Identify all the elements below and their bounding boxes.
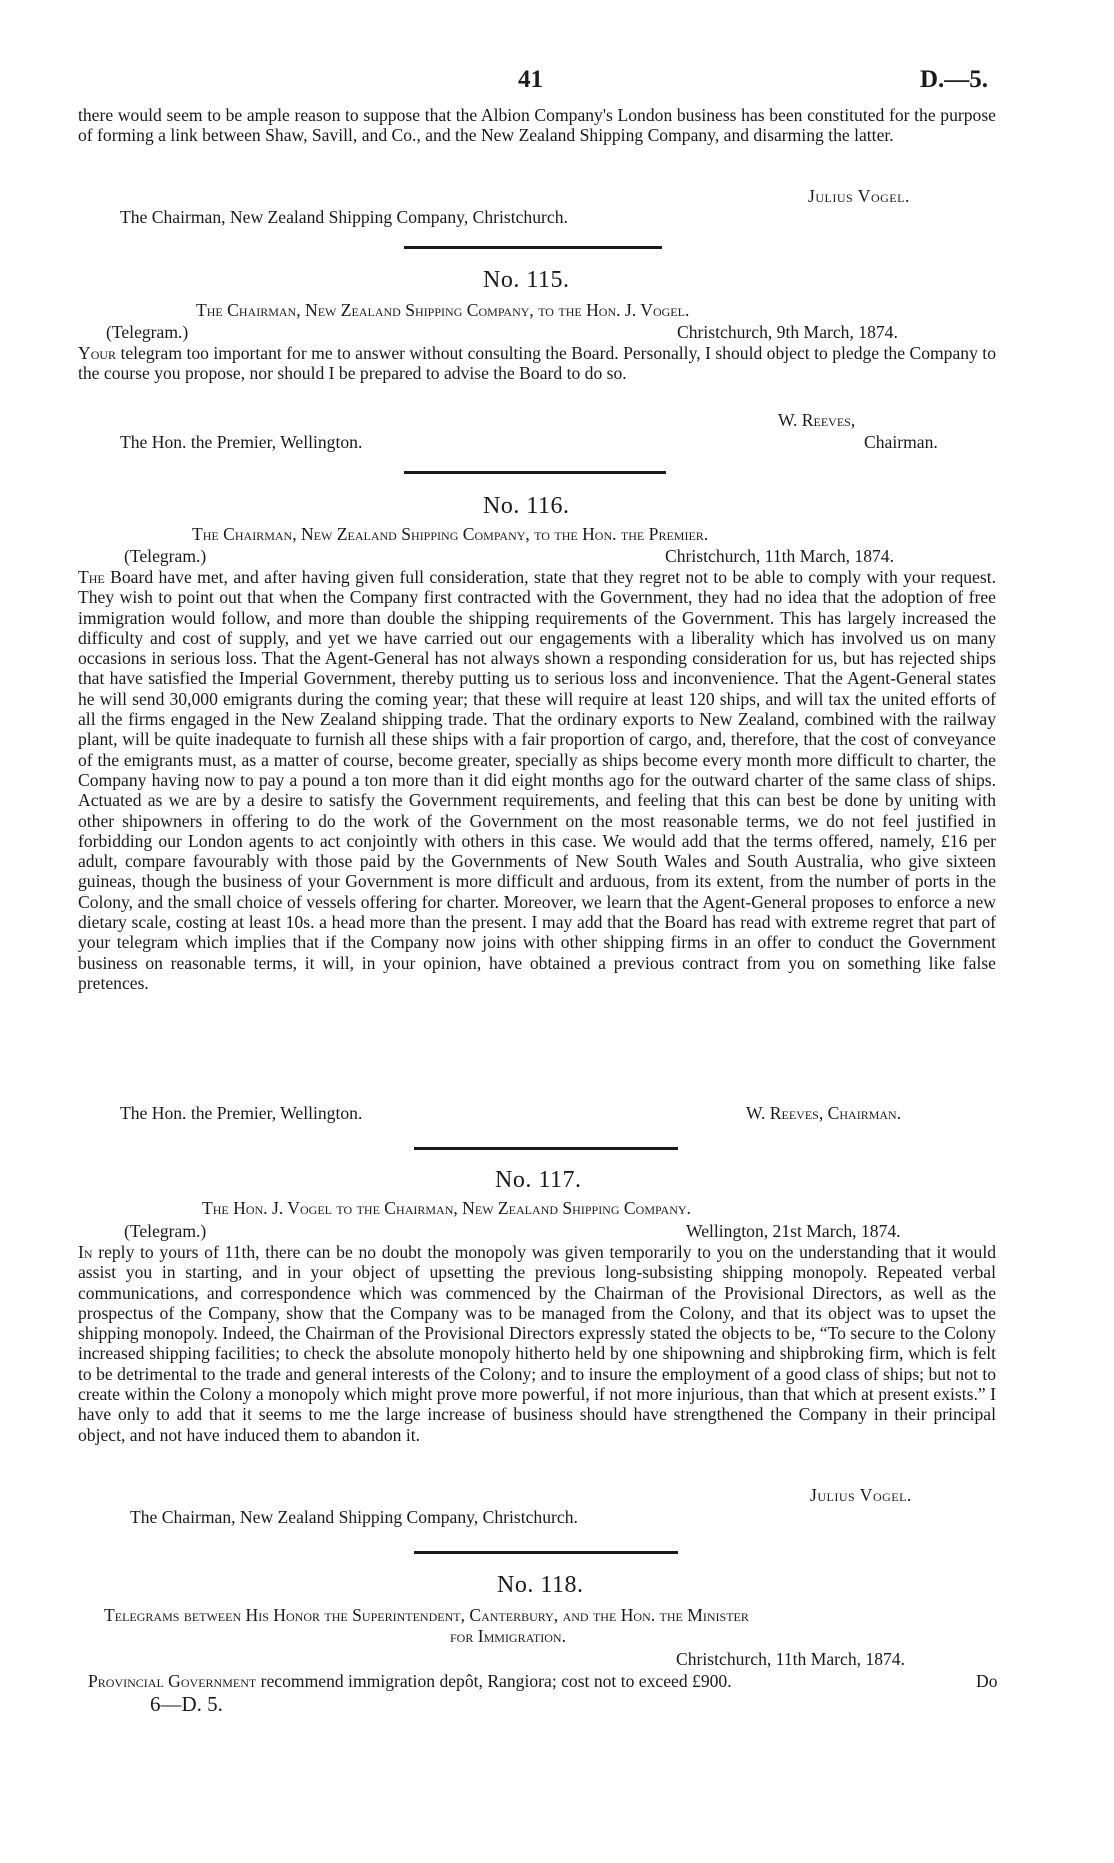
no117-type: (Telegram.)	[124, 1221, 207, 1241]
section-divider	[414, 1551, 678, 1554]
no117-body-text: reply to yours of 11th, there can be no doubt the monopoly was given temporarily to you on the understanding that it would assist you in starting, and in your object of upsetting the previous long-subsisting shipping monopoly. Repeated verbal communications, and correspondence which was commenced by the Chairman of the Provisional Directors, as well as the prospectus of the Company, show that the Company was to be managed from the Colony, and that its object was to upset the shipping monopoly. Indeed, the Chairman of the Provisional Directors expressly stated the objects to be, “To secure to the Colony increased shipping facilities; to check the absolute monopoly hitherto held by one shipowning and shipbroking firm, which is felt to be detrimental to the trade and general interests of the Colony; and to insure the employment of a good class of ships; but not to create within the Colony a monopoly which might prove more powerful, if not more injurious, than that which at present exists.” I have only to add that it seems to me the large increase of business should have strengthened the Company in their principal object, and not have induced them to abandon it.	[78, 1242, 996, 1445]
section-divider	[414, 1147, 678, 1150]
no118-from-to-line1: Telegrams between His Honor the Superintendent, Canterbury, and the Hon. the Minister	[104, 1605, 749, 1625]
heading-no-116: No. 116.	[483, 493, 570, 519]
no115-type: (Telegram.)	[106, 322, 189, 342]
intro-signature: Julius Vogel.	[808, 186, 910, 206]
no115-addressee: The Hon. the Premier, Wellington.	[120, 432, 363, 452]
section-divider	[404, 471, 666, 474]
no118-continuation: Do	[976, 1671, 998, 1691]
no118-lead-word: Provincial Government	[88, 1671, 257, 1691]
document-reference: D.—5.	[920, 66, 989, 93]
no115-lead-word: Your	[78, 343, 117, 363]
section-divider	[404, 246, 662, 249]
no116-body	[78, 567, 996, 993]
no115-role: Chairman.	[864, 432, 938, 452]
no118-from-to-line2: for Immigration.	[450, 1626, 566, 1646]
no117-place-date: Wellington, 21st March, 1874.	[686, 1221, 901, 1241]
no117-addressee: The Chairman, New Zealand Shipping Company, Christchurch.	[130, 1507, 578, 1527]
no117-from-to: The Hon. J. Vogel to the Chairman, New Zealand Shipping Company.	[202, 1198, 691, 1218]
heading-no-117: No. 117.	[495, 1167, 582, 1193]
no118-place-date: Christchurch, 11th March, 1874.	[676, 1649, 906, 1669]
footer-signature-mark: 6—D. 5.	[150, 1692, 223, 1716]
no115-from-to: The Chairman, New Zealand Shipping Company, to the Hon. J. Vogel.	[196, 300, 690, 320]
no117-body	[78, 1242, 996, 1445]
intro-paragraph: there would seem to be ample reason to suppose that the Albion Company's London business has been constituted for the purpose of forming a link between Shaw, Savill, and Co., and the New Zealand Shipping Company, and disarming the latter.	[78, 105, 996, 146]
no115-place-date: Christchurch, 9th March, 1874.	[677, 322, 898, 342]
heading-no-115: No. 115.	[483, 267, 570, 293]
no118-body	[88, 1671, 732, 1692]
page-number: 41	[518, 66, 543, 93]
no116-addressee: The Hon. the Premier, Wellington.	[120, 1103, 363, 1123]
no116-type: (Telegram.)	[124, 546, 207, 566]
no117-lead-word: In	[78, 1242, 93, 1262]
no115-body-text: telegram too important for me to answer without consulting the Board. Personally, I should object to pledge the Company to the course you propose, nor should I be prepared to advise the Board to do so.	[78, 343, 996, 384]
no116-from-to: The Chairman, New Zealand Shipping Company, to the Hon. the Premier.	[192, 524, 709, 544]
no116-lead-word: The	[78, 567, 105, 587]
no116-place-date: Christchurch, 11th March, 1874.	[665, 546, 895, 566]
no116-signature: W. Reeves, Chairman.	[746, 1103, 902, 1123]
no115-body	[78, 343, 996, 384]
no115-signature: W. Reeves,	[778, 410, 856, 430]
no118-body-text: recommend immigration depôt, Rangiora; cost not to exceed £900.	[256, 1671, 732, 1691]
intro-addressee: The Chairman, New Zealand Shipping Company, Christchurch.	[120, 207, 568, 227]
no117-signature: Julius Vogel.	[810, 1485, 912, 1505]
heading-no-118: No. 118.	[497, 1572, 584, 1598]
no116-body-text: Board have met, and after having given full consideration, state that they regret not to be able to comply with your request. They wish to point out that when the Company first contracted with the Government, they had no idea that the adoption of free immigration would follow, and more than double the shipping requirements of the Government. This has largely increased the difficulty and cost of supply, and yet we have carried out our engagements with a liberality which has involved us on many occasions in serious loss. That the Agent-General has not always shown a responding consideration for us, but has rejected ships that have satisfied the Imperial Government, thereby putting us to serious loss and inconvenience. That the Agent-General states he will send 30,000 emigrants during the coming year; that these will require at least 120 ships, and will tax the united efforts of all the firms engaged in the New Zealand shipping trade. That the ordinary exports to New Zealand, combined with the railway plant, will be quite inadequate to furnish all these ships with a fair proportion of cargo, and, therefore, that the cost of conveyance of the emigrants must, as a matter of course, become greater, specially as ships become every month more difficult to charter, the Company having now to pay a pound a ton more than it did eight months ago for the outward charter of the same class of ships. Actuated as we are by a desire to satisfy the Government requirements, and feeling that this can best be done by uniting with other shipowners in offering to do the work of the Government on the most reasonable terms, we do not feel justified in forbidding our London agents to act conjointly with others in this case. We would add that the terms offered, namely, £16 per adult, compare favourably with those paid by the Governments of New South Wales and South Australia, who give sixteen guineas, though the business of your Government is more difficult and arduous, from its extent, from the number of ports in the Colony, and the small choice of vessels offering for charter. Moreover, we learn that the Agent-General proposes to enforce a new dietary scale, costing at least 10s. a head more than the present. I may add that the Board has read with extreme regret that part of your telegram which implies that if the Company now joins with other shipping firms in an offer to conduct the Government business on reasonable terms, it will, in your opinion, have obtained a previous contract from you on something like false pretences.	[78, 567, 996, 993]
